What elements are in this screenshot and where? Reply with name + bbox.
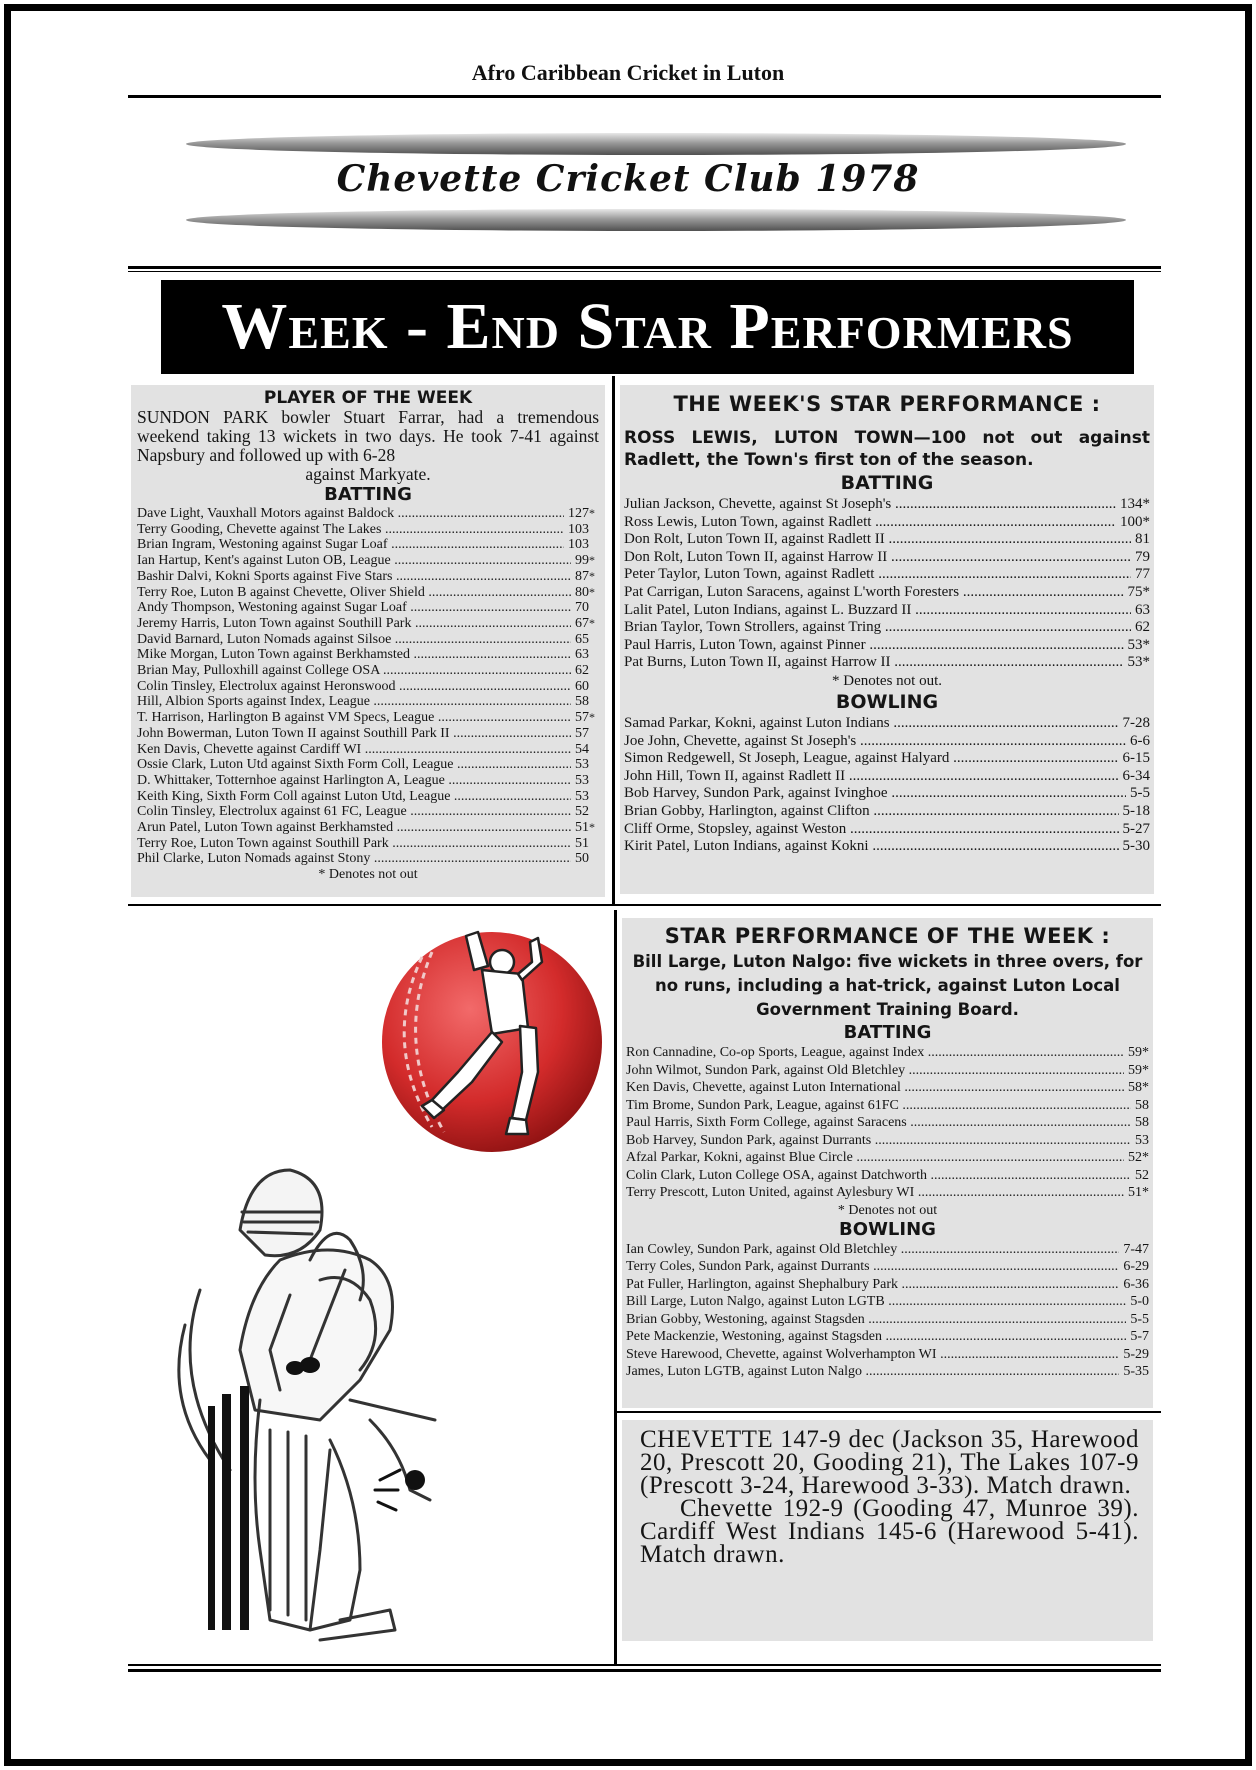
score-row [626,1363,1149,1381]
score-row [137,522,599,538]
score-value: 59* [1128,1045,1149,1060]
score-row [137,804,599,820]
batting-heading: BATTING [324,484,412,505]
score-row [626,1293,1149,1311]
score-value: 57 [575,725,589,741]
score-value: 75* [1127,583,1150,600]
not-out-mark [589,537,599,553]
score-value: 53* [1127,654,1150,671]
bowling-figures: 5-18 [1122,802,1150,819]
score-value: 127 [568,506,589,521]
score-value: 81 [1135,531,1150,548]
score-row [624,514,1150,532]
bowling-figures: 5-5 [1130,785,1150,802]
not-out-mark [589,600,599,616]
player-entry: Ross Lewis, Luton Town, against Radlett ..... [624,514,1116,532]
score-row [137,632,599,648]
score-value: 65 [575,631,589,647]
score-row [137,742,599,758]
player-entry: Brian Gobby, Harlington, against Clifton ..... [624,803,1119,821]
bowling-figures: 6-15 [1122,750,1150,767]
not-out-mark [589,773,599,789]
not-out-mark: * [589,506,595,520]
not-out-mark: * [589,820,595,835]
score-row [626,1184,1149,1202]
score-row [137,726,599,742]
player-entry: Pat Carrigan, Luton Saracens, against L'worth Foresters ..... [624,584,1124,602]
score-value: 134* [1120,496,1150,512]
not-out-note: * Denotes not out. [832,672,942,689]
bowling-list [624,715,1150,856]
player-entry: David Barnard, Luton Nomads against Silsoe ..... [137,632,571,648]
score-row [137,663,599,679]
score-row [137,836,599,852]
player-entry: Brian May, Pulloxhill against College OSA ..... [137,663,571,679]
not-out-note: * Denotes not out [837,1202,938,1218]
player-entry: Bashir Dalvi, Kokni Sports against Five Stars ..... [137,569,571,585]
player-entry: Hill, Albion Sports against Index, League ..... [137,694,571,710]
score-row [137,537,599,553]
intro-text: SUNDON PARK bowler Stuart Farrar, had a tremendous weekend taking 13 wickets in two days. He took 7-41 against Napsbury and followed up with 6-28 [137,407,599,465]
score-row [626,1132,1149,1150]
section-rule-top-2 [128,271,1161,272]
bowling-figures: 5-5 [1130,1311,1149,1327]
bowling-heading: BOWLING [835,690,939,713]
not-out-mark [589,663,599,679]
player-entry: Terry Prescott, Luton United, against Aylesbury WI ..... [626,1184,1124,1202]
score-value: 58* [1128,1080,1149,1095]
match-result: CHEVETTE 147-9 dec (Jackson 35, Harewood 20, Prescott 20, Gooding 21), The Lakes 107-9 (Prescott 3-24, Harewood 3-33). Match drawn. [640,1426,1139,1499]
player-entry: Brian Ingram, Westoning against Sugar Loaf ..... [137,537,564,553]
player-entry: Keith King, Sixth Form Coll against Luton Utd, League ..... [137,789,571,805]
score-row [137,773,599,789]
player-entry: Peter Taylor, Luton Town, against Radlett ..... [624,566,1131,584]
score-value: 62 [1135,619,1150,636]
player-entry: John Hill, Town II, against Radlett II ..... [624,768,1119,786]
not-out-mark [589,632,599,648]
player-entry: Colin Clark, Luton College OSA, against Datchworth ..... [626,1167,1131,1185]
score-row [624,803,1150,821]
score-value: 52 [1135,1167,1149,1183]
player-entry: Cliff Orme, Stopsley, against Weston ..... [624,821,1119,839]
not-out-mark [589,679,599,695]
player-entry: Joe John, Chevette, against St Joseph's ..... [624,733,1126,751]
club-title: Chevette Cricket Club 1978 [336,158,920,200]
score-value: 53 [575,772,589,788]
score-row [137,710,599,726]
score-value: 103 [568,521,589,537]
score-row [624,785,1150,803]
score-value: 51 [575,835,589,851]
player-entry: D. Whittaker, Totternhoe against Harlington A, League ..... [137,773,571,789]
not-out-mark [589,851,599,867]
column-divider-lower [614,910,617,1666]
bowling-figures: 6-29 [1123,1259,1149,1274]
bowling-heading: BOWLING [839,1218,936,1240]
score-value: 54 [575,741,589,757]
score-row [624,838,1150,856]
score-row [626,1079,1149,1097]
score-row [626,1241,1149,1259]
score-row [624,531,1150,549]
player-entry: Ron Cannadine, Co-op Sports, League, against Index ..... [626,1044,1124,1062]
score-value: 99 [575,553,589,569]
match-result: Chevette 192-9 (Gooding 47, Munroe 39). Cardiff West Indians 145-6 (Harewood 5-41). Match drawn. [640,1495,1139,1568]
not-out-mark [589,726,599,742]
bowling-list [626,1241,1149,1381]
bowling-figures: 5-0 [1130,1294,1149,1309]
player-entry: Andy Thompson, Westoning against Sugar Loaf ..... [137,600,571,616]
column-divider-upper [612,376,615,906]
player-entry: Paul Harris, Luton Town, against Pinner ..... [624,637,1124,655]
bowling-figures: 6-36 [1123,1276,1149,1292]
bowling-figures: 6-34 [1122,767,1150,784]
not-out-mark: * [589,615,595,630]
header-rule [128,95,1161,98]
score-row [137,600,599,616]
score-value: 58 [1135,1115,1149,1130]
player-entry: Paul Harris, Sixth Form College, against Saracens ..... [626,1114,1131,1132]
score-row [137,789,599,805]
player-entry: Brian Taylor, Town Strollers, against Tring ..... [624,619,1131,637]
player-entry: Terry Coles, Sundon Park, against Durrants ..... [626,1258,1119,1276]
score-row [624,566,1150,584]
score-row [626,1276,1149,1294]
score-row [624,584,1150,602]
score-value: 103 [568,537,589,553]
score-value: 100* [1120,513,1150,530]
player-entry: Bob Harvey, Sundon Park, against Durrants ..... [626,1132,1131,1150]
player-entry: Colin Tinsley, Electrolux against Heronswood ..... [137,679,571,695]
score-value: 63 [575,647,589,663]
not-out-mark [589,647,599,663]
player-entry: Colin Tinsley, Electrolux against 61 FC, League ..... [137,804,571,820]
cricket-bowler-on-ball-icon [362,922,612,1162]
score-value: 52* [1128,1150,1149,1165]
score-row [137,820,599,836]
bottom-rule-1 [128,1664,1161,1666]
batsman-bowled-sketch-icon [170,1150,580,1650]
batting-heading: BATTING [843,1022,932,1043]
title-bar-bottom [186,209,1126,231]
not-out-mark [589,522,599,538]
bowling-figures: 7-28 [1122,714,1150,731]
score-row [624,733,1150,751]
score-row [624,549,1150,567]
score-value: 53 [575,788,589,804]
right-column-rule [617,1411,1161,1413]
intro-text-end: against Markyate. [305,464,431,484]
player-entry: Dave Light, Vauxhall Motors against Baldock ..... [137,506,564,522]
score-value: 63 [1135,601,1150,618]
score-row [137,694,599,710]
not-out-mark [589,757,599,773]
bowling-figures: 5-35 [1123,1364,1149,1379]
score-row [626,1328,1149,1346]
batting-list [626,1044,1149,1202]
player-entry: Simon Redgewell, St Joseph, League, against Halyard ..... [624,750,1119,768]
bowling-figures: 5-29 [1123,1346,1149,1362]
player-entry: Arun Patel, Luton Town against Berkhamsted ..... [137,820,571,836]
score-row [137,506,599,522]
score-value: 67 [575,615,589,631]
player-entry: Terry Roe, Luton Town against Southill Park ..... [137,836,571,852]
player-entry: Samad Parkar, Kokni, against Luton Indians ..... [624,715,1119,733]
score-row [626,1114,1149,1132]
score-row [624,715,1150,733]
score-row [137,757,599,773]
score-row [624,637,1150,655]
match-results-clipping [622,1420,1153,1641]
score-row [626,1149,1149,1167]
clipping-intro: ROSS LEWIS, LUTON TOWN—100 not out against Radlett, the Town's first ton of the season. [624,428,1150,470]
bowling-figures: 5-27 [1122,820,1150,837]
player-entry: Brian Gobby, Westoning, against Stagsden ..... [626,1311,1126,1329]
title-bar-top [186,133,1126,155]
player-entry: James, Luton LGTB, against Luton Nalgo ..... [626,1363,1119,1381]
player-entry: Lalit Patel, Luton Indians, against L. Buzzard II ..... [624,602,1131,620]
bowling-figures: 6-6 [1130,732,1150,749]
score-row [137,569,599,585]
score-row [137,553,599,569]
player-entry: Kirit Patel, Luton Indians, against Kokni ..... [624,838,1119,856]
score-row [137,616,599,632]
not-out-mark [589,836,599,852]
batting-heading: BATTING [840,472,934,494]
player-of-the-week-clipping [131,385,605,897]
batting-list [137,506,599,867]
score-row [624,654,1150,672]
bottom-rule-2 [128,1669,1161,1672]
score-value: 51 [575,820,589,836]
score-value: 51* [1128,1185,1149,1200]
bowling-figures: 7-47 [1123,1241,1149,1257]
player-entry: T. Harrison, Harlington B against VM Specs, League ..... [137,710,571,726]
not-out-mark: * [589,584,595,599]
score-value: 59* [1128,1062,1149,1078]
score-value: 52 [575,804,589,820]
score-row [137,851,599,867]
score-value: 87 [575,568,589,584]
player-entry: Bob Harvey, Sundon Park, against Ivinghoe ..... [624,785,1126,803]
score-value: 79 [1135,548,1150,565]
score-value: 57 [575,710,589,726]
score-row [137,647,599,663]
player-entry: Ken Davis, Chevette against Cardiff WI ..... [137,742,571,758]
score-value: 58 [575,694,589,710]
score-value: 58 [1135,1097,1149,1113]
clipping-heading: PLAYER OF THE WEEK [263,388,473,408]
score-value: 53* [1127,636,1150,653]
player-entry: John Wilmot, Sundon Park, against Old Bletchley ..... [626,1062,1124,1080]
bowling-figures: 5-30 [1122,838,1150,855]
star-performance-of-the-week-clipping [622,918,1153,1408]
player-entry: Jeremy Harris, Luton Town against Southill Park ..... [137,616,571,632]
score-row [624,496,1150,514]
score-row [137,585,599,601]
player-entry: Afzal Parkar, Kokni, against Blue Circle ..... [626,1149,1124,1167]
score-value: 60 [575,678,589,694]
not-out-mark [589,742,599,758]
score-row [626,1044,1149,1062]
player-entry: Phil Clarke, Luton Nomads against Stony ..... [137,851,571,867]
weeks-star-performance-clipping [620,385,1154,894]
not-out-mark [589,789,599,805]
score-row [626,1167,1149,1185]
player-entry: Ken Davis, Chevette, against Luton International ..... [626,1079,1124,1097]
score-value: 70 [575,600,589,616]
score-row [137,679,599,695]
not-out-mark [589,694,599,710]
player-entry: Julian Jackson, Chevette, against St Joseph's ..... [624,496,1116,514]
bowling-figures: 5-7 [1130,1329,1149,1344]
score-value: 50 [575,851,589,867]
player-entry: Tim Brome, Sundon Park, League, against 61FC ..... [626,1097,1131,1115]
not-out-mark: * [589,710,595,725]
week-end-star-performers-banner: Week - End Star Performers [161,280,1134,374]
clipping-intro [137,408,599,484]
player-entry: Steve Harewood, Chevette, against Wolverhampton WI ..... [626,1346,1119,1364]
player-entry: Ossie Clark, Luton Utd against Sixth Form Coll, League ..... [137,757,571,773]
score-row [626,1097,1149,1115]
score-value: 80 [575,584,589,600]
player-entry: Terry Roe, Luton B against Chevette, Oliver Shield ..... [137,585,571,601]
player-entry: Ian Cowley, Sundon Park, against Old Bletchley ..... [626,1241,1119,1259]
running-head: Afro Caribbean Cricket in Luton [471,60,785,85]
score-value: 62 [575,663,589,679]
score-row [626,1062,1149,1080]
score-row [626,1346,1149,1364]
score-value: 77 [1135,566,1150,583]
not-out-mark: * [589,568,595,583]
player-entry: John Bowerman, Luton Town II against Southill Park II ..... [137,726,571,742]
score-value: 53 [1135,1132,1149,1148]
middle-rule [128,904,1161,906]
score-row [624,619,1150,637]
player-entry: Pete Mackenzie, Westoning, against Stagsden ..... [626,1328,1126,1346]
section-rule-top-1 [128,266,1161,269]
not-out-mark: * [589,553,595,568]
clipping-heading: STAR PERFORMANCE OF THE WEEK : [664,924,1111,948]
not-out-mark [589,804,599,820]
score-row [624,750,1150,768]
score-row [624,602,1150,620]
player-entry: Pat Fuller, Harlington, against Shephalbury Park ..... [626,1276,1119,1294]
clipping-heading: THE WEEK'S STAR PERFORMANCE : [673,392,1101,416]
player-entry: Ian Hartup, Kent's against Luton OB, League ..... [137,553,571,569]
player-entry: Pat Burns, Luton Town II, against Harrow II ..... [624,654,1124,672]
player-entry: Terry Gooding, Chevette against The Lakes ..... [137,522,564,538]
player-entry: Don Rolt, Luton Town II, against Harrow II ..... [624,549,1131,567]
not-out-note: * Denotes not out [318,867,418,883]
batting-list [624,496,1150,672]
clipping-intro: Bill Large, Luton Nalgo: five wickets in three overs, for no runs, including a hat-trick, against Luton Local Government Training Board. [632,952,1143,1019]
player-entry: Don Rolt, Luton Town II, against Radlett II ..... [624,531,1131,549]
score-row [624,768,1150,786]
score-row [624,821,1150,839]
player-entry: Mike Morgan, Luton Town against Berkhamsted ..... [137,647,571,663]
score-row [626,1258,1149,1276]
score-value: 53 [575,757,589,773]
player-entry: Bill Large, Luton Nalgo, against Luton LGTB ..... [626,1293,1126,1311]
score-row [626,1311,1149,1329]
